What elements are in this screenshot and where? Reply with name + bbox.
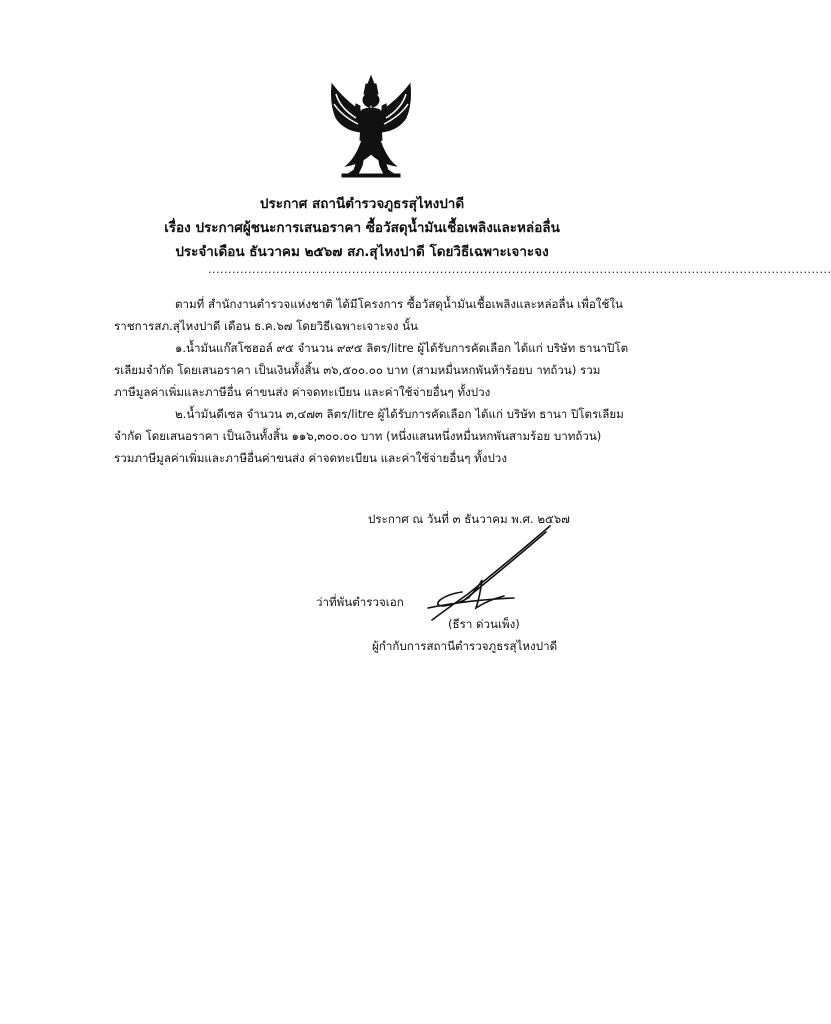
- item-2-line-1: ๒.น้ำมันดีเซล จำนวน ๓,๔๗๓ ลิตร/litre ผู้ได้รับการคัดเลือก ได้แก่ บริษัท ธานา ปิโตรเลียม: [175, 407, 624, 421]
- announcement-title: ประกาศ สถานีตำรวจภูธรสุไหงปาดี: [259, 196, 465, 212]
- item-1-line-3: ภาษีมูลค่าเพิ่มและภาษีอื่น ค่าขนส่ง ค่าจดทะเบียน และค่าใช้จ่ายอื่นๆ ทั้งปวง: [114, 385, 491, 399]
- item-2-line-3: รวมภาษีมูลค่าเพิ่มและภาษีอื่นค่าขนส่ง ค่าจดทะเบียน และค่าใช้จ่ายอื่นๆ ทั้งปวง: [114, 451, 507, 465]
- intro-line-2: ราชการสภ.สุไหงปาดี เดือน ธ.ค.๖๗ โดยวิธีเฉพาะเจาะจง นั้น: [114, 319, 418, 333]
- item-1-line-1: ๑.น้ำมันแก๊สโซฮอล์ ๙๕ จำนวน ๙๙๕ ลิตร/litre ผู้ได้รับการคัดเลือก ได้แก่ บริษัท ธานาปิโต: [175, 341, 629, 355]
- separator-dotted-line: ............................................................................................................................................................: [208, 263, 831, 276]
- signer-position: ผู้กำกับการสถานีตำรวจภูธรสุไหงปาดี: [372, 639, 558, 653]
- garuda-emblem-icon: [326, 74, 416, 184]
- announce-date: ประกาศ ณ วันที่ ๓ ธันวาคม พ.ศ. ๒๕๖๗: [368, 512, 570, 526]
- announcement-subject: เรื่อง ประกาศผู้ชนะการเสนอราคา ซื้อวัสดุน้ำมันเชื้อเพลิงและหล่อลื่น: [164, 220, 560, 236]
- intro-line-1: ตามที่ สำนักงานตำรวจแห่งชาติ ได้มีโครงการ ซื้อวัสดุน้ำมันเชื้อเพลิงและหล่อลื่น เพื่อใช้ใน: [175, 297, 623, 311]
- signer-name: (ธีรา ด่วนเพ็ง): [448, 617, 520, 631]
- item-1-line-2: รเลียมจำกัด โดยเสนอราคา เป็นเงินทั้งสิ้น ๓๖,๕๐๐.๐๐ บาท (สามหมื่นหกพันห้าร้อยบ าทถ้วน) รวม: [114, 363, 601, 377]
- announcement-period: ประจำเดือน ธันวาคม ๒๕๖๗ สภ.สุไหงปาดี โดยวิธีเฉพาะเจาะจง: [175, 244, 549, 260]
- signer-rank: ว่าที่พันตำรวจเอก: [316, 595, 404, 609]
- item-2-line-2: จำกัด โดยเสนอราคา เป็นเงินทั้งสิ้น ๑๑๖,๓๐๐.๐๐ บาท (หนึ่งแสนหนึ่งหมื่นหกพันสามร้อย บาทถ้วน): [114, 429, 602, 443]
